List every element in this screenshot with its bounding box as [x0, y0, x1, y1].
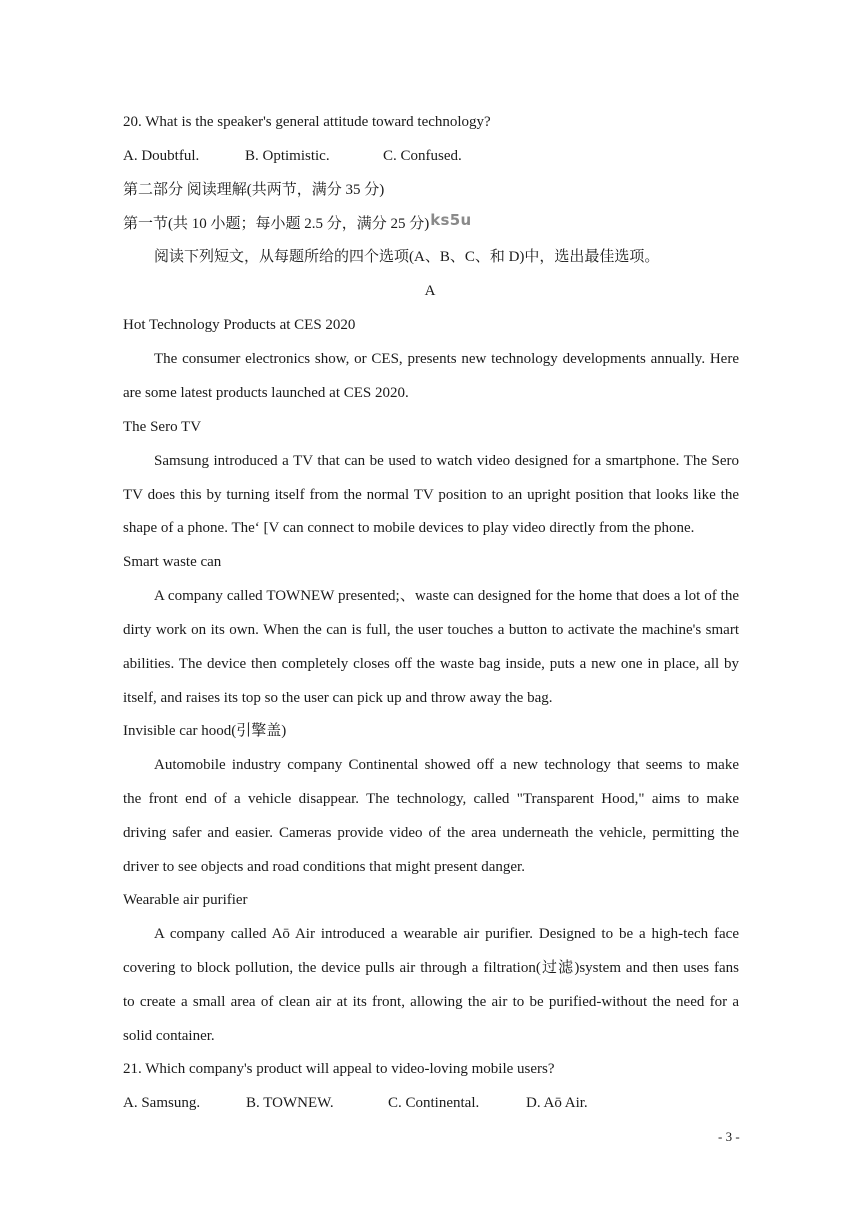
intro-line: The consumer electronics show, or CES, presents new technology developments annually. Here	[154, 351, 739, 367]
passage-letter: A	[424, 283, 436, 299]
ks5u-logo: ks5u	[430, 211, 472, 229]
section1-heading	[123, 213, 739, 234]
instructions: 阅读下列短文，从每题所给的四个选项(A、B、C、和 D)中，选出最佳选项。	[154, 249, 660, 265]
section-heading: The Sero TV	[123, 419, 202, 435]
paragraph-line: the front end of a vehicle disappear. The technology, called "Transparent Hood," aims to make	[123, 791, 739, 807]
section-heading: Smart waste can	[123, 554, 222, 570]
paragraph-line: Samsung introduced a TV that can be used to watch video designed for a smartphone. The Sero	[154, 453, 739, 469]
paragraph-line: driver to see objects and road conditions that might present danger.	[123, 859, 525, 875]
paragraph-line: Automobile industry company Continental showed off a new technology that seems to make	[154, 757, 739, 773]
question-21-options	[123, 1093, 739, 1113]
paragraph-line: dirty work on its own. When the can is full, the user touches a button to activate the machine's smart	[123, 622, 739, 638]
paragraph-line: shape of a phone. The‘ [V can connect to mobile devices to play video directly from the phone.	[123, 520, 695, 536]
part2-heading: 第二部分 阅读理解(共两节，满分 35 分)	[123, 182, 385, 198]
section1-text: 第一节(共 10 小题；每小题 2.5 分，满分 25 分)	[123, 216, 430, 232]
option-b: B. TOWNEW.	[246, 1095, 334, 1111]
paragraph-line: itself, and raises its top so the user can pick up and throw away the bag.	[123, 690, 553, 706]
section-heading: Wearable air purifier	[123, 892, 248, 908]
option-c: C. Confused.	[383, 148, 462, 164]
paragraph-line: driving safer and easier. Cameras provide video of the area underneath the vehicle, permitting the	[123, 825, 739, 841]
option-d: D. Aō Air.	[526, 1095, 588, 1111]
question-21: 21. Which company's product will appeal to video-loving mobile users?	[123, 1061, 555, 1077]
intro-line: are some latest products launched at CES 2020.	[123, 385, 409, 401]
option-a: A. Samsung.	[123, 1095, 201, 1111]
passage-title: Hot Technology Products at CES 2020	[123, 317, 356, 333]
section-heading: Invisible car hood(引擎盖)	[123, 723, 287, 739]
page-number: - 3 -	[718, 1129, 740, 1144]
paragraph-line: TV does this by turning itself from the normal TV position to an upright position that looks like the	[123, 487, 739, 503]
paragraph-line: to create a small area of clean air at its front, allowing the air to be purified-without the need for a	[123, 994, 739, 1010]
paragraph-line: covering to block pollution, the device pulls air through a filtration(过滤)system and then uses fans	[123, 960, 739, 976]
option-c: C. Continental.	[388, 1095, 480, 1111]
paragraph-line: solid container.	[123, 1028, 215, 1044]
option-b: B. Optimistic.	[245, 148, 330, 164]
paragraph-line: A company called TOWNEW presented;、waste can designed for the home that does a lot of the	[154, 588, 739, 604]
question-20: 20. What is the speaker's general attitude toward technology?	[123, 114, 491, 130]
paragraph-line: abilities. The device then completely closes off the waste bag inside, puts a new one in place, all by	[123, 656, 739, 672]
option-a: A. Doubtful.	[123, 148, 200, 164]
paragraph-line: A company called Aō Air introduced a wearable air purifier. Designed to be a high-tech face	[154, 926, 739, 942]
question-20-options	[123, 146, 739, 166]
